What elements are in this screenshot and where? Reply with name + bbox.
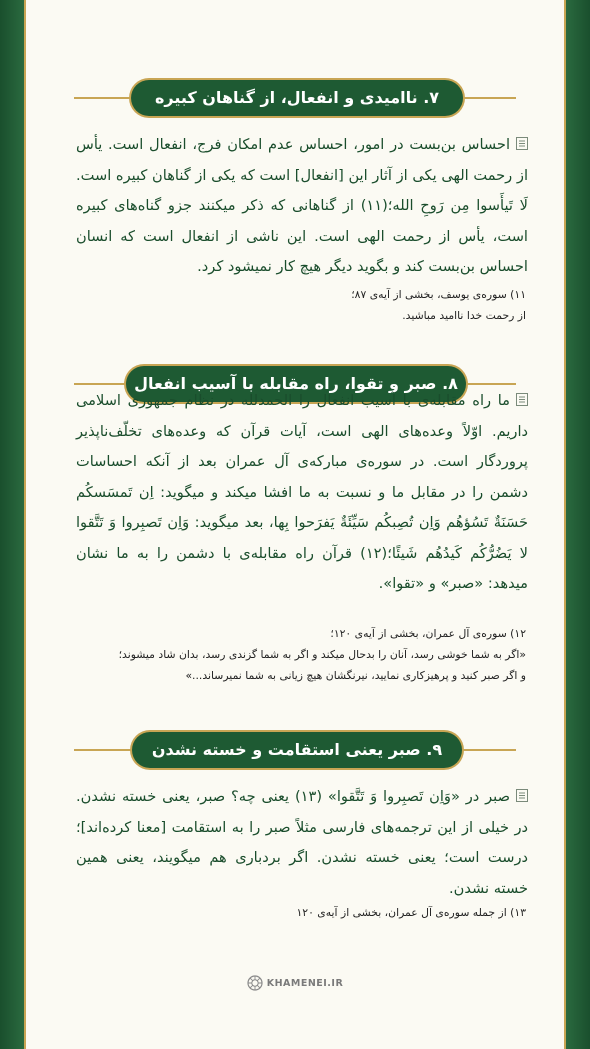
document-icon xyxy=(516,393,528,406)
footnote-line: از رحمت خدا ناامید مباشید. xyxy=(402,309,526,322)
section-7-text: احساس بن‌بست در امور، احساس عدم امکان فرج، انفعال است. یأس از رحمت الهی یکی از آثار این [انفعال] است که یکی از گناهان کبیره است. لَا تَیأَسوا مِن رَوحِ الله؛(۱۱) از گناهانی که ذکر میکنند جزو گناه‌های کبیره است، یأس از رحمت الهی است. این ناشی از انفعال است که انسان احساس بن‌بست کند و بگوید دیگر هیچ کار نمیشود کرد. xyxy=(76,136,528,275)
section-8-body xyxy=(76,386,528,611)
logo-text: KHAMENEI.IR xyxy=(266,977,344,989)
section-8-text: ما راه مقابله‌ی با آسیب انفعال را الحمدلله در نظام جمهوری اسلامی داریم. اوّلاً وعده‌های الهی است، آیات قرآن که وعده‌های تخلّف‌ناپذیر پروردگار است. در سوره‌ی مبارکه‌ی آل عمران بعد از آنکه احساسات دشمن را در مقابل ما و نسبت به ما افشا میکند و میگوید: اِن تَمسَسکُم حَسَنَةٌ تَسُؤهُم وَاِن تُصِبکُم سَیِّئَةٌ یَفرَحوا بِها، بعد میگوید: وَاِن تَصبِروا وَ تَتَّقوا لا یَضُرُّکُم کَیدُهُم شَیئًا؛(۱۲) قرآن راه مقابله‌ی با دشمن را به ما نشان میدهد: «صبر» و «تقوا». xyxy=(76,392,529,592)
document-icon xyxy=(516,137,528,150)
section-9-footnote xyxy=(86,902,526,923)
divider-line xyxy=(454,97,516,99)
content-card xyxy=(24,0,566,1049)
divider-line xyxy=(74,97,136,99)
footnote-line: ۱۳) از جمله سوره‌ی آل عمران، بخشی از آیه‌ی ۱۲۰ xyxy=(296,906,526,919)
footnote-line: «اگر به شما خوشی رسد، آنان را بدحال میکند و اگر به شما گزندی رسد، بدان شاد میشوند؛ xyxy=(118,648,526,661)
section-8-footnote xyxy=(86,623,526,686)
footnote-line: ۱۱) سوره‌ی یوسف، بخشی از آیه‌ی ۸۷؛ xyxy=(351,288,526,301)
section-9-title: ۹. صبر یعنی استقامت و خسته نشدن xyxy=(132,732,462,768)
khamenei-logo-icon xyxy=(247,975,263,991)
footer-logo xyxy=(26,975,564,995)
document-icon xyxy=(516,789,528,802)
section-9-text: صبر در «وَاِن تَصبِروا وَ تَتَّقوا» (۱۳) یعنی چه؟ صبر، یعنی خسته نشدن. در خیلی از این ترجمه‌های فارسی مثلاً صبر را به استقامت [معنا کرده‌اند]؛ درست است؛ یعنی خسته نشدن. اگر بردباری هم میگویند، یعنی همین خسته نشدن. xyxy=(76,788,528,897)
divider-line xyxy=(454,749,516,751)
section-9-body xyxy=(76,782,528,902)
section-7-heading-row xyxy=(26,78,564,118)
section-7-footnote xyxy=(86,284,526,326)
section-7-title: ۷. ناامیدی و انفعال، از گناهان کبیره xyxy=(131,80,463,116)
section-9-heading-row xyxy=(26,730,564,770)
left-border xyxy=(0,0,24,1049)
footnote-line: ۱۲) سوره‌ی آل عمران، بخشی از آیه‌ی ۱۲۰؛ xyxy=(330,627,526,640)
section-8-title: ۸. صبر و تقوا، راه مقابله با آسیب انفعال xyxy=(126,366,466,402)
right-border xyxy=(566,0,590,1049)
divider-line xyxy=(74,749,136,751)
footnote-line: و اگر صبر کنید و پرهیزکاری نمایید، نیرنگشان هیچ زیانی به شما نمیرساند...» xyxy=(185,669,526,682)
section-7-body xyxy=(76,130,528,280)
